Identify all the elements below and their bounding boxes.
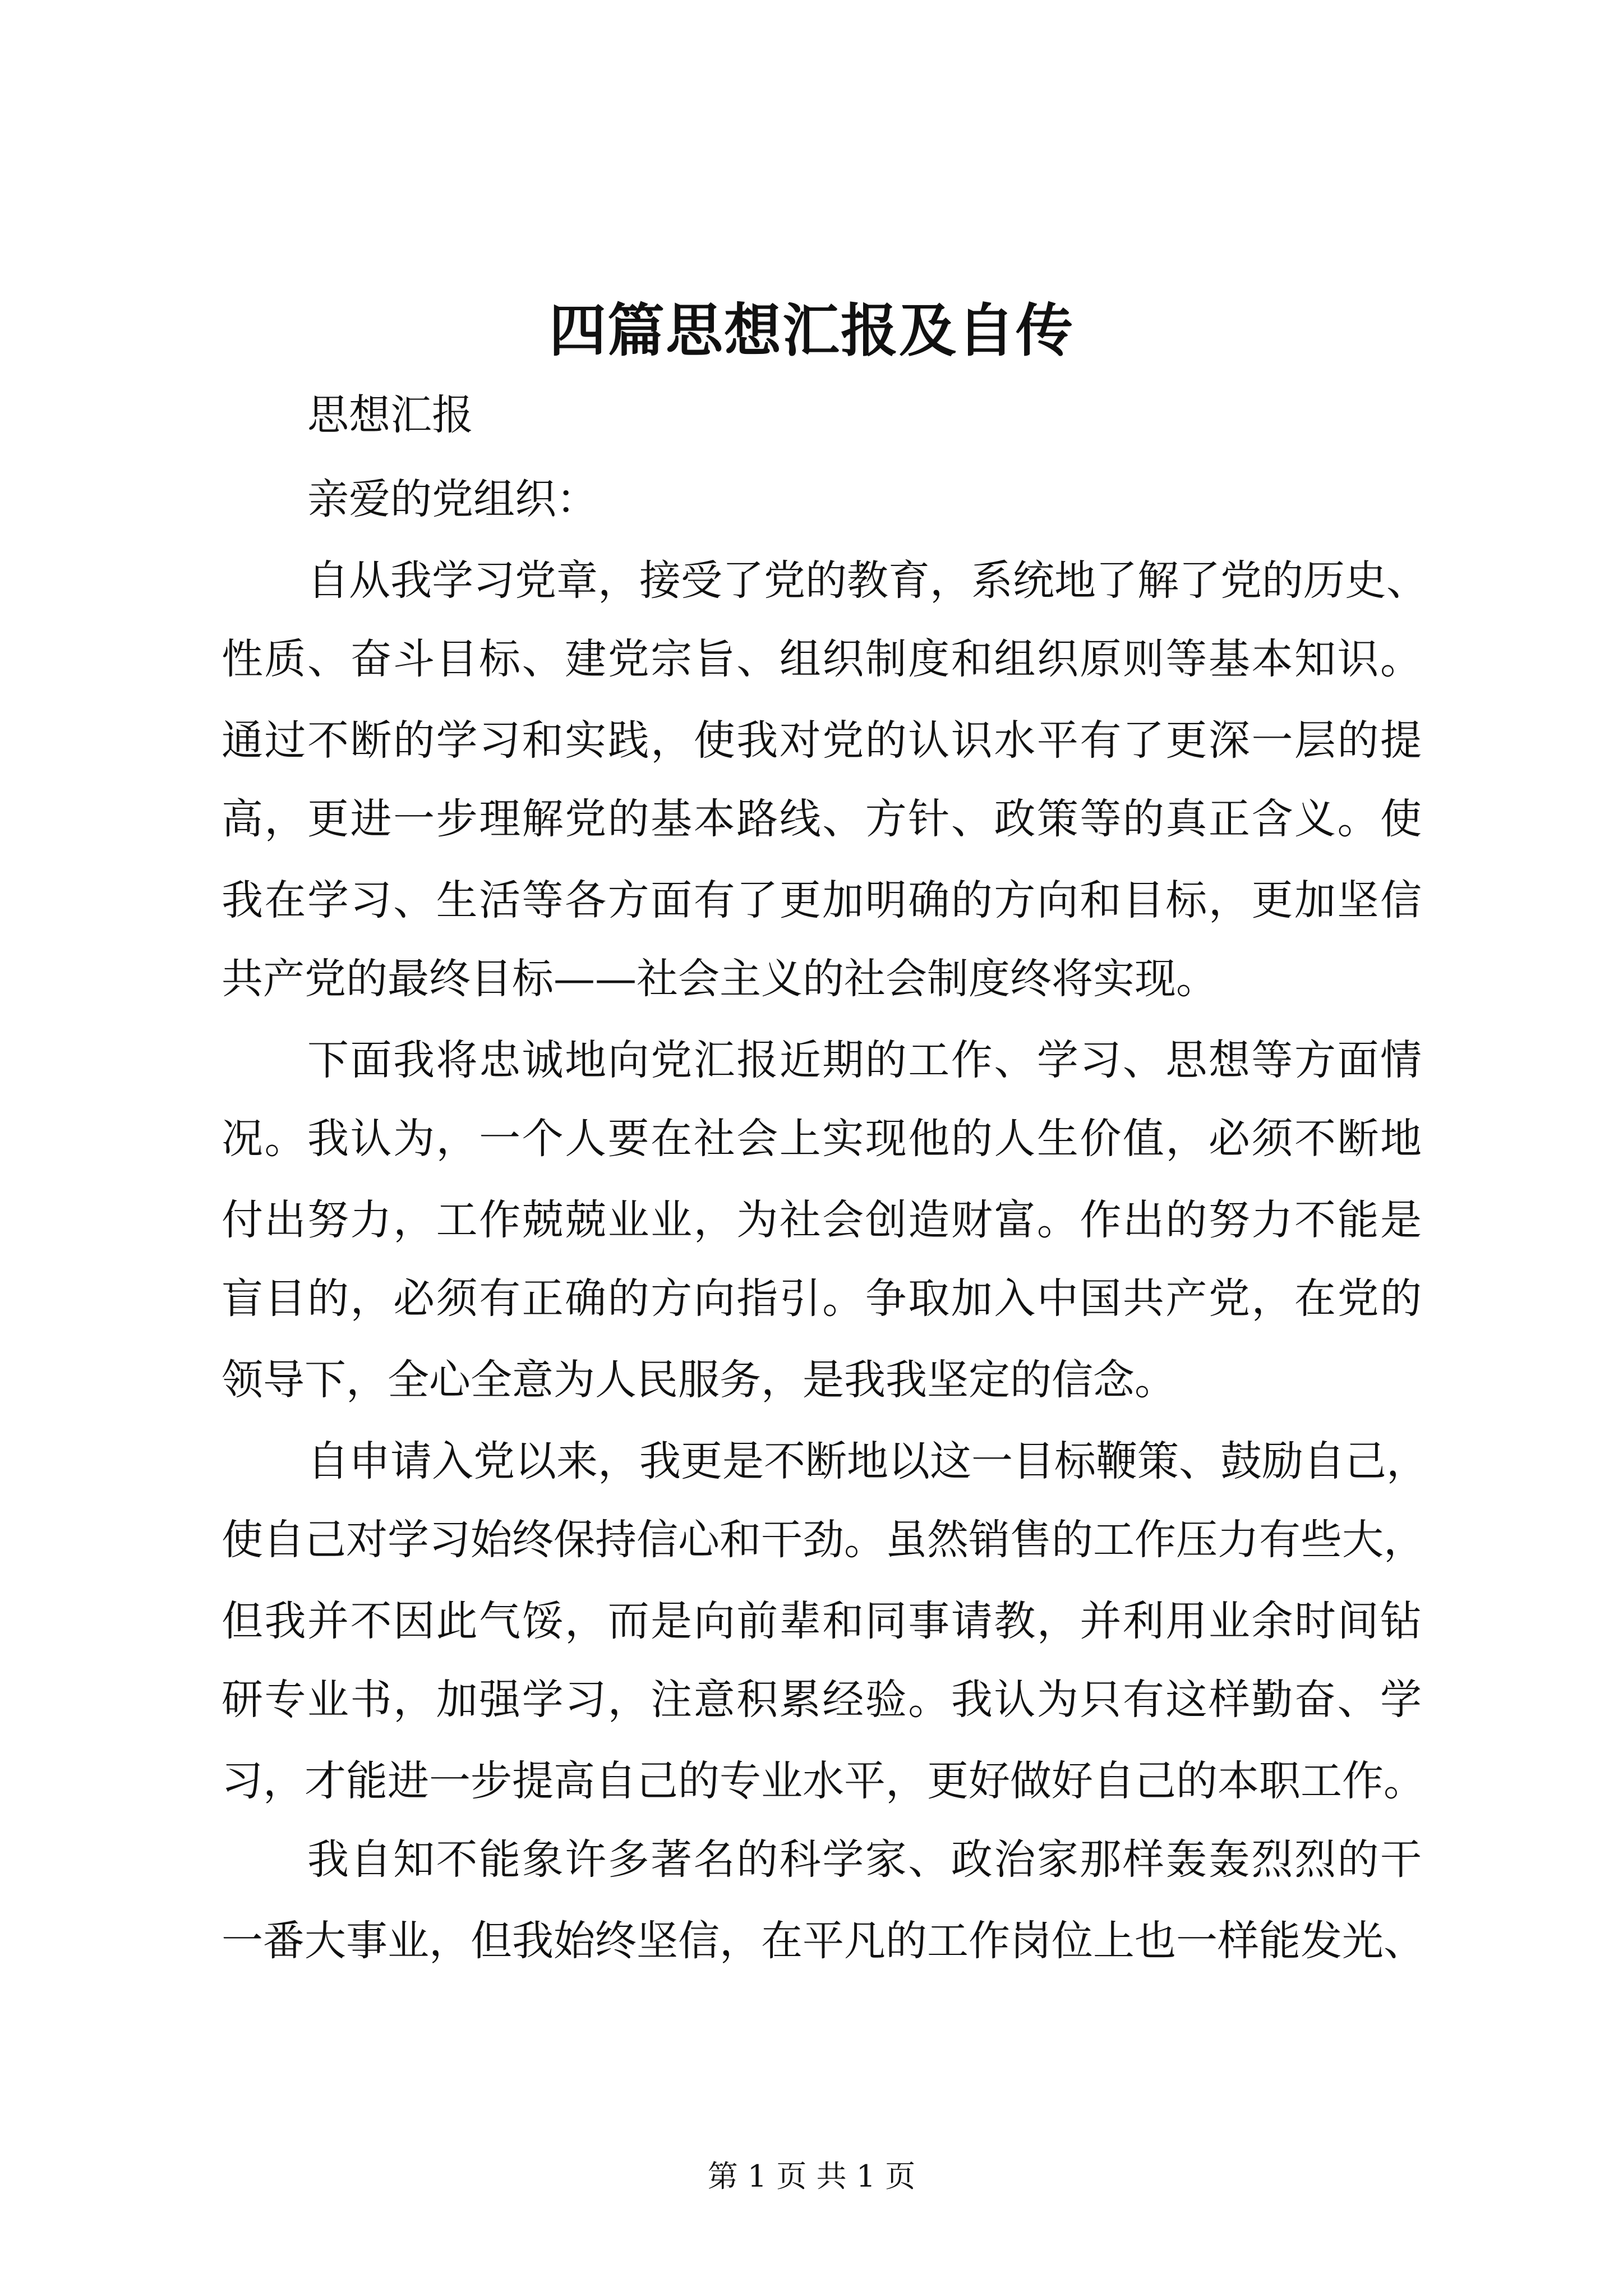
body-line: 况。我认为，一个人要在社会上实现他的人生价值，必须不断地 bbox=[222, 1115, 1422, 1163]
body-line: 自从我学习党章，接受了党的教育，系统地了解了党的历史、 bbox=[307, 556, 1428, 605]
body-line: 我在学习、生活等各方面有了更加明确的方向和目标，更加坚信 bbox=[222, 876, 1422, 924]
body-line: 一番大事业，但我始终坚信，在平凡的工作岗位上也一样能发光、 bbox=[222, 1917, 1425, 1965]
body-line: 高，更进一步理解党的基本路线、方针、政策等的真正含义。使 bbox=[222, 795, 1422, 843]
salutation: 亲爱的党组织： bbox=[307, 475, 598, 523]
body-line: 付出努力，工作兢兢业业，为社会创造财富。作出的努力不能是 bbox=[222, 1196, 1422, 1244]
body-line: 但我并不因此气馁，而是向前辈和同事请教，并利用业余时间钻 bbox=[222, 1597, 1422, 1645]
body-line: 习，才能进一步提高自己的专业水平，更好做好自己的本职工作。 bbox=[222, 1757, 1425, 1805]
body-line: 自申请入党以来，我更是不断地以这一目标鞭策、鼓励自己， bbox=[307, 1437, 1428, 1485]
body-line: 研专业书，加强学习，注意积累经验。我认为只有这样勤奋、学 bbox=[222, 1676, 1422, 1724]
body-line: 通过不断的学习和实践，使我对党的认识水平有了更深一层的提 bbox=[222, 716, 1422, 765]
body-line: 性质、奋斗目标、建党宗旨、组织制度和组织原则等基本知识。 bbox=[222, 635, 1422, 683]
body-line: 盲目的，必须有正确的方向指引。争取加入中国共产党，在党的 bbox=[222, 1274, 1422, 1323]
body-line: 领导下，全心全意为人民服务，是我我坚定的信念。 bbox=[222, 1356, 1176, 1404]
body-line: 共产党的最终目标——社会主义的社会制度终将实现。 bbox=[222, 955, 1218, 1003]
body-line: 下面我将忠诚地向党汇报近期的工作、学习、思想等方面情 bbox=[307, 1036, 1422, 1084]
section-heading: 思想汇报 bbox=[307, 391, 473, 439]
document-title: 四篇思想汇报及自传 bbox=[549, 297, 1074, 365]
body-line: 我自知不能象许多著名的科学家、政治家那样轰轰烈烈的干 bbox=[307, 1835, 1422, 1884]
page-footer: 第 1 页 共 1 页 bbox=[707, 2159, 916, 2194]
body-line: 使自己对学习始终保持信心和干劲。虽然销售的工作压力有些大， bbox=[222, 1516, 1425, 1564]
